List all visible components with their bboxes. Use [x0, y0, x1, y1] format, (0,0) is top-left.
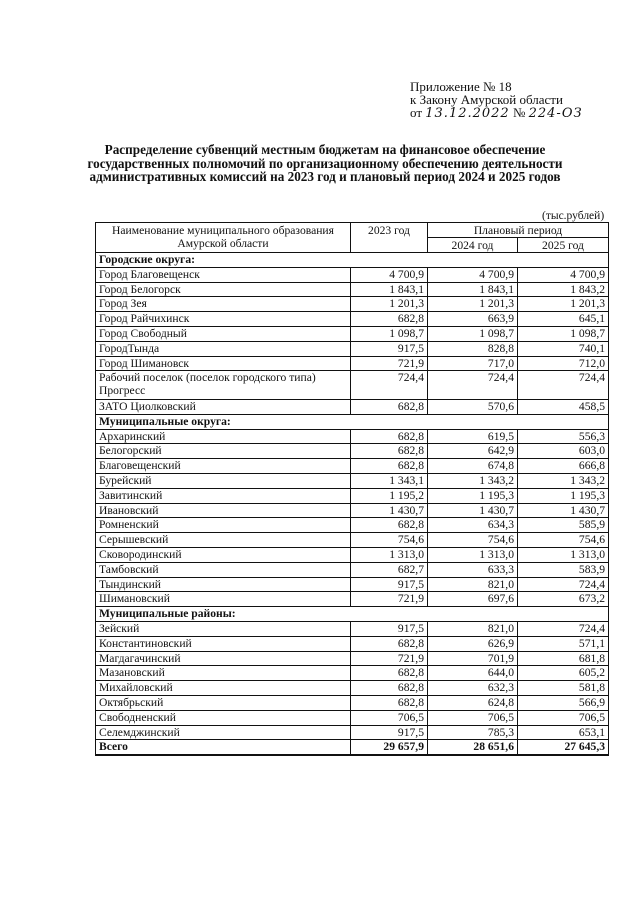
- value-2023: 682,8: [351, 444, 428, 459]
- table-row: [96, 577, 609, 592]
- table-row: [96, 459, 609, 474]
- municipality-name: Рабочий поселок (поселок городского типа) Прогресс: [96, 371, 351, 400]
- municipality-name: Зейский: [96, 621, 351, 636]
- municipality-name: Серышевский: [96, 533, 351, 548]
- value-2023: 724,4: [351, 371, 428, 400]
- municipality-name: Город Райчихинск: [96, 312, 351, 327]
- table-row: [96, 341, 609, 356]
- municipality-name: Ивановский: [96, 503, 351, 518]
- municipality-name: Город Благовещенск: [96, 267, 351, 282]
- appendix-law-reference: к Закону Амурской области: [410, 92, 563, 107]
- appendix-header: [410, 80, 583, 120]
- value-2023: 917,5: [351, 725, 428, 740]
- value-2023: 721,9: [351, 651, 428, 666]
- value-2024: 821,0: [428, 621, 518, 636]
- value-2025: 681,8: [518, 651, 609, 666]
- value-2025: 706,5: [518, 710, 609, 725]
- value-2023: 682,8: [351, 695, 428, 710]
- value-2025: 603,0: [518, 444, 609, 459]
- header-2024: 2024 год: [428, 238, 518, 253]
- municipality-name: Белогорский: [96, 444, 351, 459]
- municipality-name: ГородТында: [96, 341, 351, 356]
- value-2023: 917,5: [351, 577, 428, 592]
- municipality-name: Свободненский: [96, 710, 351, 725]
- table-row: [96, 562, 609, 577]
- value-2025: 1 430,7: [518, 503, 609, 518]
- total-row: [96, 740, 609, 755]
- table-row: [96, 282, 609, 297]
- value-2025: 605,2: [518, 666, 609, 681]
- value-2025: 4 700,9: [518, 267, 609, 282]
- value-2025: 1 098,7: [518, 326, 609, 341]
- municipality-name: Тамбовский: [96, 562, 351, 577]
- total-2024: 28 651,6: [428, 740, 518, 755]
- appendix-number: Приложение № 18: [410, 79, 512, 94]
- value-2025: 583,9: [518, 562, 609, 577]
- value-2023: 1 843,1: [351, 282, 428, 297]
- value-2025: 585,9: [518, 518, 609, 533]
- total-2023: 29 657,9: [351, 740, 428, 755]
- table-row: [96, 547, 609, 562]
- municipality-name: Город Белогорск: [96, 282, 351, 297]
- value-2025: 566,9: [518, 695, 609, 710]
- table-row: [96, 533, 609, 548]
- table-row: [96, 621, 609, 636]
- value-2024: 663,9: [428, 312, 518, 327]
- municipality-name: Город Шимановск: [96, 356, 351, 371]
- value-2024: 619,5: [428, 429, 518, 444]
- table-row: [96, 267, 609, 282]
- section-title: Муниципальные районы:: [96, 607, 609, 622]
- municipality-name: Октябрьский: [96, 695, 351, 710]
- table-row: [96, 725, 609, 740]
- table-row: [96, 488, 609, 503]
- header-name: Наименование муниципального образования Амурской области: [96, 223, 351, 253]
- municipality-name: Шимановский: [96, 592, 351, 607]
- value-2024: 624,8: [428, 695, 518, 710]
- value-2023: 682,8: [351, 459, 428, 474]
- value-2025: 724,4: [518, 621, 609, 636]
- value-2024: 642,9: [428, 444, 518, 459]
- value-2023: 917,5: [351, 341, 428, 356]
- appendix-date-line: [410, 106, 583, 120]
- value-2024: 626,9: [428, 636, 518, 651]
- value-2024: 724,4: [428, 371, 518, 400]
- header-plan-period: Плановый период: [428, 223, 609, 238]
- table-row: [96, 429, 609, 444]
- table-row: [96, 666, 609, 681]
- document-title: Распределение субвенций местным бюджетам на финансовое обеспечение государственных полномочий по организационному обеспечению деятельности административных комиссий на 2023 год и плановый период 2024 и 2025 годов: [87, 142, 563, 184]
- value-2023: 682,8: [351, 666, 428, 681]
- value-2023: 682,7: [351, 562, 428, 577]
- table-row: [96, 636, 609, 651]
- value-2023: 721,9: [351, 356, 428, 371]
- value-2023: 754,6: [351, 533, 428, 548]
- value-2023: 1 313,0: [351, 547, 428, 562]
- value-2023: 917,5: [351, 621, 428, 636]
- section-header-row: [96, 253, 609, 268]
- table-row: [96, 710, 609, 725]
- value-2023: 1 430,7: [351, 503, 428, 518]
- value-2024: 633,3: [428, 562, 518, 577]
- municipality-name: ЗАТО Циолковский: [96, 399, 351, 414]
- value-2025: 666,8: [518, 459, 609, 474]
- municipality-name: Тындинский: [96, 577, 351, 592]
- value-2025: 556,3: [518, 429, 609, 444]
- table-row: [96, 518, 609, 533]
- value-2024: 828,8: [428, 341, 518, 356]
- table-row: [96, 681, 609, 696]
- municipality-name: Сковородинский: [96, 547, 351, 562]
- value-2025: 1 313,0: [518, 547, 609, 562]
- units-label: (тыс.рублей): [542, 210, 605, 222]
- value-2023: 1 098,7: [351, 326, 428, 341]
- section-title: Городские округа:: [96, 253, 609, 268]
- value-2024: 821,0: [428, 577, 518, 592]
- value-2024: 4 700,9: [428, 267, 518, 282]
- value-2025: 673,2: [518, 592, 609, 607]
- value-2024: 634,3: [428, 518, 518, 533]
- value-2023: 4 700,9: [351, 267, 428, 282]
- value-2024: 1 195,3: [428, 488, 518, 503]
- section-header-row: [96, 414, 609, 429]
- table-row: [96, 592, 609, 607]
- value-2024: 674,8: [428, 459, 518, 474]
- municipality-name: Бурейский: [96, 473, 351, 488]
- section-header-row: [96, 607, 609, 622]
- total-label: Всего: [96, 740, 351, 755]
- value-2024: 644,0: [428, 666, 518, 681]
- value-2023: 1 343,1: [351, 473, 428, 488]
- value-2024: 632,3: [428, 681, 518, 696]
- handwritten-law-number: 224-ОЗ: [528, 106, 583, 121]
- value-2025: 740,1: [518, 341, 609, 356]
- value-2024: 1 343,2: [428, 473, 518, 488]
- table-row: [96, 503, 609, 518]
- value-2024: 1 201,3: [428, 297, 518, 312]
- value-2023: 682,8: [351, 312, 428, 327]
- value-2024: 717,0: [428, 356, 518, 371]
- header-2023: 2023 год: [351, 223, 428, 253]
- value-2023: 682,8: [351, 518, 428, 533]
- value-2023: 682,8: [351, 399, 428, 414]
- table-row: [96, 371, 609, 400]
- value-2025: 1 343,2: [518, 473, 609, 488]
- municipality-name: Город Зея: [96, 297, 351, 312]
- municipality-name: Ромненский: [96, 518, 351, 533]
- table-row: [96, 312, 609, 327]
- municipality-name: Город Свободный: [96, 326, 351, 341]
- municipality-name: Мазановский: [96, 666, 351, 681]
- table-row: [96, 651, 609, 666]
- header-2025: 2025 год: [518, 238, 609, 253]
- value-2025: 1 201,3: [518, 297, 609, 312]
- value-2024: 1 098,7: [428, 326, 518, 341]
- table-row: [96, 695, 609, 710]
- value-2023: 1 195,2: [351, 488, 428, 503]
- value-2025: 581,8: [518, 681, 609, 696]
- municipality-name: Архаринский: [96, 429, 351, 444]
- table-row: [96, 356, 609, 371]
- total-2025: 27 645,3: [518, 740, 609, 755]
- table-row: [96, 444, 609, 459]
- value-2024: 1 843,1: [428, 282, 518, 297]
- value-2023: 1 201,3: [351, 297, 428, 312]
- table-row: [96, 326, 609, 341]
- municipality-name: Завитинский: [96, 488, 351, 503]
- value-2025: 724,4: [518, 577, 609, 592]
- municipality-name: Селемджинский: [96, 725, 351, 740]
- value-2023: 682,8: [351, 429, 428, 444]
- value-2024: 754,6: [428, 533, 518, 548]
- value-2025: 1 195,3: [518, 488, 609, 503]
- value-2025: 724,4: [518, 371, 609, 400]
- value-2024: 697,6: [428, 592, 518, 607]
- value-2023: 682,8: [351, 636, 428, 651]
- value-2024: 701,9: [428, 651, 518, 666]
- handwritten-date: 13.12.2022: [425, 106, 510, 121]
- value-2024: 570,6: [428, 399, 518, 414]
- table-row: [96, 473, 609, 488]
- value-2023: 706,5: [351, 710, 428, 725]
- value-2024: 706,5: [428, 710, 518, 725]
- value-2023: 682,8: [351, 681, 428, 696]
- value-2025: 712,0: [518, 356, 609, 371]
- table-row: [96, 399, 609, 414]
- municipality-name: Михайловский: [96, 681, 351, 696]
- table-body: [96, 253, 609, 756]
- municipality-name: Благовещенский: [96, 459, 351, 474]
- value-2024: 785,3: [428, 725, 518, 740]
- section-title: Муниципальные округа:: [96, 414, 609, 429]
- value-2025: 571,1: [518, 636, 609, 651]
- value-2025: 1 843,2: [518, 282, 609, 297]
- table-row: [96, 297, 609, 312]
- value-2025: 754,6: [518, 533, 609, 548]
- value-2025: 458,5: [518, 399, 609, 414]
- municipality-name: Магдагачинский: [96, 651, 351, 666]
- value-2023: 721,9: [351, 592, 428, 607]
- subventions-table: [95, 222, 609, 756]
- value-2025: 653,1: [518, 725, 609, 740]
- value-2025: 645,1: [518, 312, 609, 327]
- value-2024: 1 313,0: [428, 547, 518, 562]
- appendix-number-label: №: [512, 105, 526, 120]
- appendix-from-label: от: [410, 105, 423, 120]
- municipality-name: Константиновский: [96, 636, 351, 651]
- value-2024: 1 430,7: [428, 503, 518, 518]
